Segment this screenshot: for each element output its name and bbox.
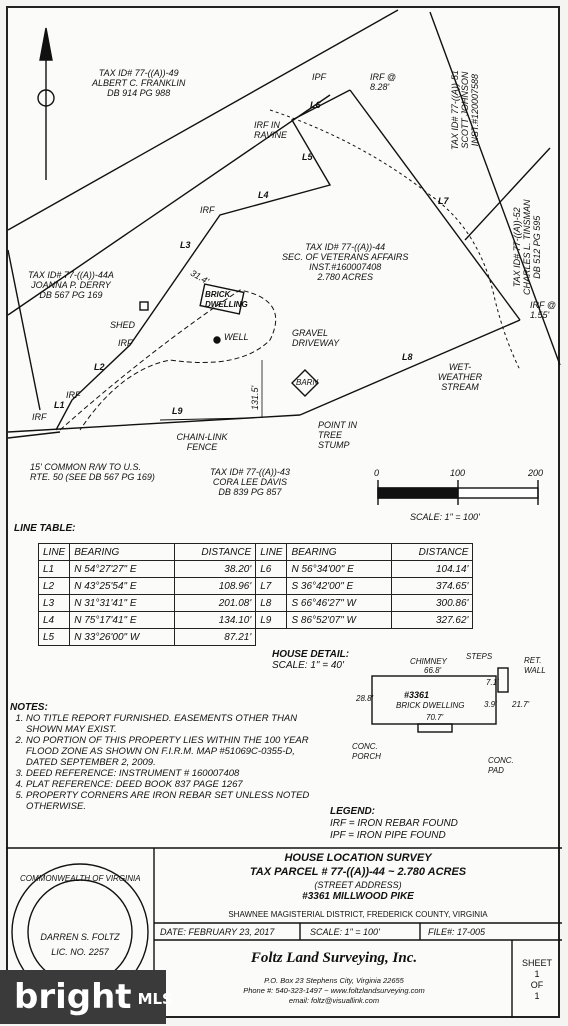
- house-detail-title: HOUSE DETAIL:: [272, 649, 350, 660]
- label-irf-4: IRF: [32, 412, 47, 422]
- list-item: 2. NO PORTION OF THIS PROPERTY LIES WITHIN THE 100 YEAR FLOOD ZONE AS SHOWN ON F.I.R.M. MAP #51069C-0355-D, DATED SEPTEMBER 2, 2009.: [26, 735, 310, 768]
- label-irf-ravine: IRF IN RAVINE: [254, 120, 288, 140]
- table-row: L1 N 54°27'27" E 38.20' L6 N 56°34'00" E 104.14': [39, 561, 473, 578]
- label-l4: L4: [258, 190, 269, 200]
- sheet-number: SHEET 1 OF 1: [521, 958, 552, 1001]
- dim-39: 3.9': [484, 700, 497, 709]
- label-point-tree: POINT IN TREE STUMP: [318, 420, 358, 450]
- label-l1: L1: [54, 400, 65, 410]
- company-email: email: foltz@visuallink.com: [288, 996, 380, 1005]
- title-block-address: #3361 MILLWOOD PIKE: [302, 891, 414, 902]
- line-table: LINE BEARING DISTANCE LINE BEARING DISTANCE L1 N 54°27'27" E 38.20' L6 N 56°34'00" E 104.14' L2 N 43°25'54" E 108.96' L7 S 36°42'00" E 374.65' L3 N 31°31'41" E 201.08' L8 S 66°46'27" W 300.86' L4 N 75°17'41" E 134.10' L9 S 86°52'07" W 327.62' L5 N 33°26'00" W 87.21': [38, 543, 473, 646]
- label-irf-2: IRF: [118, 338, 133, 348]
- line-l7: [350, 90, 520, 320]
- label-l2: L2: [94, 362, 105, 372]
- dim-668: 66.8': [424, 666, 442, 675]
- gravel-driveway: [60, 290, 276, 430]
- house-detail-scale: SCALE: 1" = 40': [272, 660, 344, 671]
- list-item: 5. PROPERTY CORNERS ARE IRON REBAR SET UNLESS NOTED OTHERWISE.: [26, 790, 310, 812]
- scale-label: SCALE: 1" = 100': [410, 512, 480, 522]
- parcel-franklin: TAX ID# 77-((A))-49 ALBERT C. FRANKLIN DB 914 PG 988: [92, 68, 186, 98]
- list-item: 3. DEED REFERENCE: INSTRUMENT # 160007408: [26, 768, 310, 779]
- label-ipf: IPF: [312, 72, 327, 82]
- line-table-title: LINE TABLE:: [14, 523, 76, 534]
- label-l6: L6: [310, 100, 321, 110]
- dim-707: 70.7': [426, 713, 444, 722]
- label-conc-porch: CONC. PORCH: [352, 742, 381, 761]
- label-irf-828: IRF @ 8.28': [370, 72, 396, 92]
- label-dim-1315: 131.5': [250, 385, 260, 410]
- label-l5: L5: [302, 152, 313, 162]
- scale-tick-0: 0: [374, 468, 380, 478]
- scale-tick-200: 200: [528, 468, 544, 478]
- label-stream: WET-WEATHER STREAM: [437, 362, 483, 392]
- label-shed: SHED: [110, 320, 136, 330]
- title-block-street-label: (STREET ADDRESS): [314, 880, 402, 890]
- parcel-subject: TAX ID# 77-((A))-44 SEC. OF VETERANS AFFAIRS INST.#160007408 2.780 ACRES: [282, 242, 409, 282]
- parcel-tinsman: TAX ID# 77-((A))-52 CHARLES L. TINSMAN DB 512 PG 595: [512, 199, 542, 295]
- label-irf-1: IRF: [200, 205, 215, 215]
- table-row: L2 N 43°25'54" E 108.96' L7 S 36°42'00" E 374.65': [39, 578, 473, 595]
- title-block-date: DATE: FEBRUARY 23, 2017: [160, 927, 275, 937]
- label-gravel-driveway: GRAVEL DRIVEWAY: [292, 328, 340, 348]
- title-block-scale: SCALE: 1" = 100': [310, 927, 380, 937]
- company-name: Foltz Land Surveying, Inc.: [250, 950, 418, 966]
- title-block-file: FILE#: 17-005: [428, 927, 486, 937]
- label-right-of-way: 15' COMMON R/W TO U.S. RTE. 50 (SEE DB 567 PG 169): [30, 462, 155, 482]
- list-item: 1. NO TITLE REPORT FURNISHED. EASEMENTS OTHER THAN SHOWN MAY EXIST.: [26, 713, 310, 735]
- label-irf-3: IRF: [66, 390, 81, 400]
- scale-tick-100: 100: [450, 468, 466, 478]
- label-steps: STEPS: [466, 652, 493, 661]
- parcel-johnson: TAX ID# 77-((A))-51 SCOTT JOHNSON INST.#120007588: [450, 70, 480, 150]
- label-l3: L3: [180, 240, 191, 250]
- label-fence: CHAIN-LINK FENCE: [176, 432, 228, 452]
- title-block-title: HOUSE LOCATION SURVEY: [284, 852, 432, 864]
- dim-217: 21.7': [512, 700, 530, 709]
- label-conc-pad: CONC. PAD: [488, 756, 514, 775]
- boundary-franklin: [8, 10, 398, 230]
- dim-71: 7.1': [486, 678, 499, 687]
- company-address: P.O. Box 23 Stephens City, Virginia 22655: [264, 976, 404, 985]
- table-row: L5 N 33°26'00" W 87.21': [39, 629, 473, 646]
- label-ret-wall: RET. WALL: [524, 656, 546, 675]
- notes-section: NOTES: 1. NO TITLE REPORT FURNISHED. EASEMENTS OTHER THAN SHOWN MAY EXIST. 2. NO PORTION OF THIS PROPERTY LIES WITHIN THE 100 YEAR FLOOD ZONE AS SHOWN ON F.I.R.M. MAP #51069C-0355-D, DATED SEPTEMBER 2, 2009. 3. DEED REFERENCE: INSTRUMENT # 160007408 4. PLAT REFERENCE: DEED BOOK 837 PAGE 1267 5. PROPERTY CORNERS ARE IRON REBAR SET UNLESS NOTED OTHERWISE.: [10, 702, 310, 812]
- seal-license: LIC. NO. 2257: [51, 947, 109, 957]
- dim-288: 28.8': [356, 694, 374, 703]
- parcel-derry: TAX ID# 77-((A))-44A JOANNA P. DERRY DB 567 PG 169: [28, 270, 114, 300]
- label-well: WELL: [224, 332, 249, 342]
- label-chimney: CHIMNEY: [410, 657, 447, 666]
- legend: LEGEND: IRF = IRON REBAR FOUND IPF = IRON PIPE FOUND: [330, 806, 458, 841]
- label-l8: L8: [402, 352, 413, 362]
- seal-commonwealth: COMMONWEALTH OF VIRGINIA: [20, 874, 141, 883]
- bright-mls-logo: bright MLS: [0, 970, 166, 1024]
- list-item: 4. PLAT REFERENCE: DEED BOOK 837 PAGE 1267: [26, 779, 310, 790]
- title-block-district: SHAWNEE MAGISTERIAL DISTRICT, FREDERICK COUNTY, VIRGINIA: [228, 910, 488, 919]
- label-brick-dwelling: BRICK DWELLING: [205, 290, 248, 309]
- label-barn: BARN: [296, 378, 319, 387]
- label-l9: L9: [172, 406, 183, 416]
- house-type: BRICK DWELLING: [396, 701, 465, 710]
- table-row: L3 N 31°31'41" E 201.08' L8 S 66°46'27" W 300.86': [39, 595, 473, 612]
- parcel-davis: TAX ID# 77-((A))-43 CORA LEE DAVIS DB 839 PG 857: [210, 467, 290, 497]
- table-row: L4 N 75°17'41" E 134.10' L9 S 86°52'07" W 327.62': [39, 612, 473, 629]
- line-l9: [8, 415, 300, 432]
- label-irf-155: IRF @ 1.55': [530, 300, 556, 320]
- company-phone: Phone #: 540-323-1497 ~ www.foltzlandsurveying.com: [243, 986, 425, 995]
- house-number: #3361: [404, 690, 430, 700]
- label-l7: L7: [438, 196, 449, 206]
- title-block-parcel: TAX PARCEL # 77-((A))-44 ~ 2.780 ACRES: [249, 866, 467, 878]
- seal-name: DARREN S. FOLTZ: [40, 932, 120, 942]
- label-dim-314: 31.4': [188, 267, 211, 287]
